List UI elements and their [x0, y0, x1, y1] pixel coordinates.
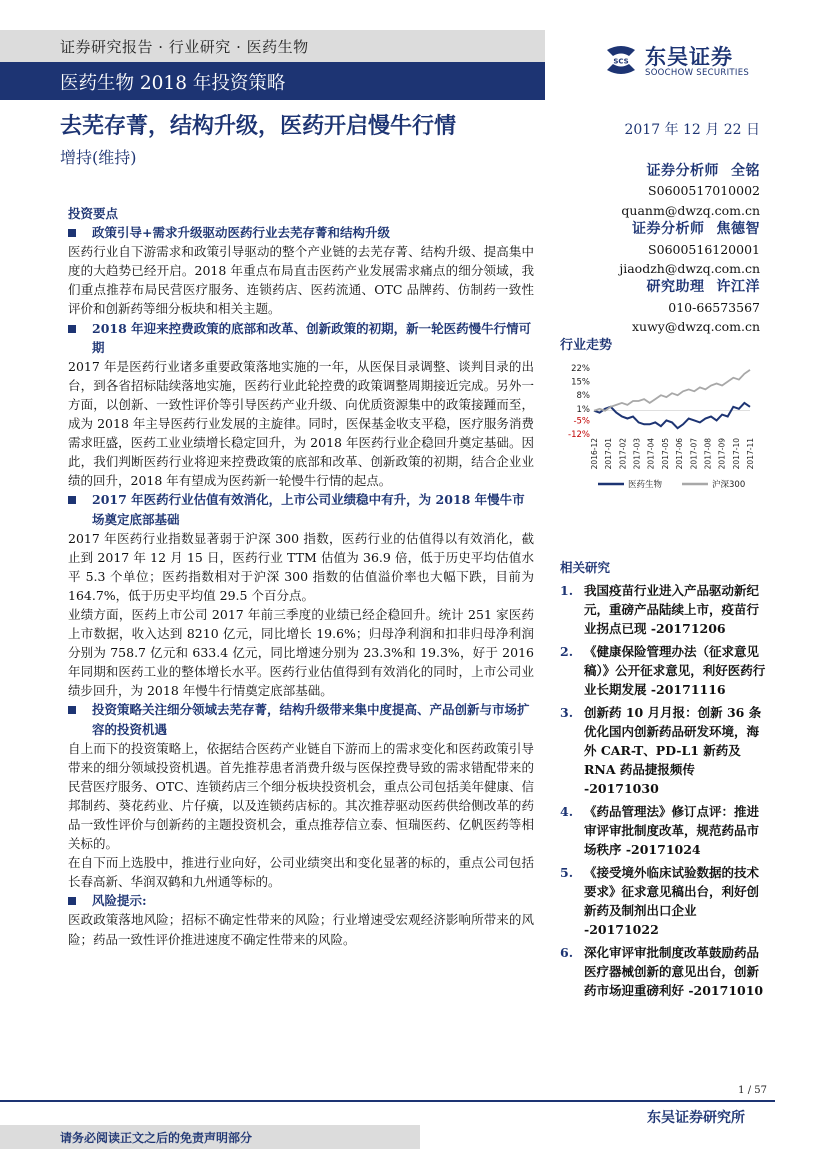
- key-point-paragraph: 在自下而上选股中，推进行业向好，公司业绩突出和变化显著的标的，重点公司包括长春高新、华润双鹤和九州通等标的。: [68, 855, 534, 890]
- disclaimer-text[interactable]: 请务必阅读正文之后的免责声明部分: [60, 1131, 253, 1145]
- x-tick-label: 2017-09: [717, 438, 727, 470]
- key-point-paragraph: 2017 年是医药行业诸多重要政策落地实施的一年，从医保目录调整、谈判目录的出台，到各省招标陆续落地实施，医药行业此轮控费的政策调整周期接近完成。另外一方面，以创新、一致性评价等引导医药产业升级、向优质资源集中的政策接踵而至，成为 2018 年主导医药行业发展的主旋律。同时，医保基金收支平稳，医疗服务消费需求旺盛，医药工业业绩增长稳定回升，为 2018 年医药行业企稳回升奠定基础。因此，我们判断医药行业将迎来控费政策的底部和改革、创新政策的初期，结合企业业绩的回升，2018 年有望成为医药新一轮慢牛行情的起点。: [68, 358, 534, 489]
- report-title: 去芜存菁，结构升级，医药开启慢牛行情: [60, 113, 457, 139]
- y-tick-label: -5%: [573, 416, 590, 427]
- related-research-item[interactable]: [560, 703, 770, 798]
- header-breadcrumb-bar: [0, 30, 545, 62]
- bullet-square-icon: [68, 325, 76, 333]
- key-point-bullet: 2018 年迎来控费政策的底部和改革、创新政策的初期，新一轮医药慢牛行情可期: [68, 319, 534, 357]
- related-research-item[interactable]: [560, 943, 770, 1000]
- related-research-text: 《接受境外临床试验数据的技术要求》征求意见稿出台，利好创新药及制剂出口企业 -20171022: [584, 865, 760, 937]
- key-point-paragraph: 医药行业自下游需求和政策引导驱动的整个产业链的去芜存菁、结构升级、提高集中度的大趋势已经开启。2018 年重点布局直击医药产业发展需求痛点的细分领域，我们重点推荐布局民营医疗服务、连锁药店、医药流通、OTC 品牌药、仿制药一致性评价和创新药等细分板块和相关主题。: [68, 244, 534, 317]
- report-rating: 增持(维持): [60, 148, 137, 167]
- analyst-role: 证券分析师: [632, 221, 705, 238]
- analyst-name: 全铭: [731, 163, 760, 179]
- related-research-item[interactable]: [560, 642, 770, 699]
- footer-divider: [0, 1100, 775, 1102]
- y-tick-label: 1%: [576, 404, 590, 415]
- company-logo: [603, 40, 778, 85]
- related-research-num: 4.: [560, 804, 574, 819]
- scs-logo-icon: [603, 42, 639, 78]
- page-number: 1 / 57: [738, 1085, 767, 1096]
- related-research-label: 相关研究: [560, 560, 611, 575]
- header-breadcrumb: 证券研究报告 · 行业研究 · 医药生物: [60, 38, 309, 56]
- related-research-num: 6.: [560, 945, 574, 960]
- related-research-text: 创新药 10 月月报：创新 36 条优化国内创新药品研发环境，海外 CAR-T、PD-L1 新药及 RNA 药品捷报频传 -20171030: [584, 705, 762, 796]
- analyst-email[interactable]: quanm@dwzq.com.cn: [621, 202, 760, 218]
- related-research-num: 1.: [560, 583, 574, 598]
- key-point-paragraph: 业绩方面，医药上市公司 2017 年前三季度的业绩已经企稳回升。统计 251 家医药上市数据，收入达到 8210 亿元，同比增长 19.6%；归母净利润和扣非归母净利润分别为 758.7 亿元和 633.4 亿元，同比增速分别为 23.3%和 19.3%，好于 2016 年同期和医药工业的整体增长水平。医药行业估值得到有效消化的同时，上市公司业绩步回升，为 2018 年慢牛行情奠定底部基础。: [68, 606, 534, 699]
- related-research-item[interactable]: [560, 863, 770, 939]
- bullet-square-icon: [68, 706, 76, 714]
- related-research-list: [560, 581, 770, 1000]
- logo-en: SOOCHOW SECURITIES: [645, 68, 750, 78]
- analyst-block: [560, 278, 760, 336]
- key-point-bullet: 投资策略关注细分领域去芜存菁，结构升级带来集中度提高、产品创新与市场扩容的投资机遇: [68, 700, 534, 738]
- x-tick-label: 2017-07: [689, 438, 699, 470]
- related-research: [560, 558, 770, 1004]
- x-tick-label: 2017-05: [660, 438, 670, 470]
- y-tick-label: 22%: [571, 364, 590, 374]
- x-tick-label: 2017-01: [604, 438, 614, 470]
- disclaimer-bar: [0, 1125, 420, 1149]
- x-tick-label: 2017-06: [675, 438, 685, 470]
- industry-trend-label: 行业走势: [560, 338, 613, 353]
- y-tick-label: 15%: [571, 377, 590, 388]
- analyst-email[interactable]: xuwy@dwzq.com.cn: [631, 319, 760, 335]
- report-date: 2017 年 12 月 22 日: [624, 122, 760, 138]
- y-tick-label: -12%: [568, 430, 590, 440]
- analyst-id: S0600516120001: [648, 241, 760, 257]
- related-research-item[interactable]: [560, 802, 770, 859]
- analyst-phone: 010-66573567: [668, 299, 760, 315]
- legend-label: 沪深300: [712, 480, 746, 490]
- svg-text:SCS: SCS: [613, 57, 629, 66]
- analyst-block: [560, 220, 760, 278]
- key-points: [68, 204, 534, 949]
- analyst-role: 证券分析师: [646, 163, 719, 179]
- bullet-square-icon: [68, 897, 76, 905]
- analyst-role: 研究助理: [646, 279, 705, 296]
- series-line-csi300: [594, 370, 750, 411]
- x-tick-label: 2017-10: [731, 438, 741, 470]
- logo-cn: 东吴证券: [645, 45, 733, 69]
- x-tick-label: 2017-08: [703, 438, 713, 470]
- x-tick-label: 2017-02: [618, 438, 628, 470]
- legend-label: 医药生物: [628, 480, 663, 490]
- related-research-item[interactable]: [560, 581, 770, 638]
- key-point-bullet: 2017 年医药行业估值有效消化，上市公司业绩稳中有升，为 2018 年慢牛市场奠定底部基础: [68, 490, 534, 528]
- risk-warning-paragraph: 医政政策落地风险；招标不确定性带来的风险；行业增速受宏观经济影响所带来的风险；药品一致性评价推进速度不确定性带来的风险。: [68, 912, 534, 947]
- related-research-text: 《药品管理法》修订点评：推进审评审批制度改革，规范药品市场秩序 -20171024: [584, 804, 760, 857]
- analyst-name: 许江洋: [716, 279, 760, 296]
- analyst-name: 焦德智: [716, 221, 760, 238]
- risk-warning-bullet: 风险提示:: [68, 891, 534, 910]
- related-research-num: 3.: [560, 705, 574, 720]
- x-tick-label: 2017-11: [746, 438, 755, 470]
- header-series-bar: [0, 62, 545, 100]
- analyst-email[interactable]: jiaodzh@dwzq.com.cn: [619, 261, 760, 277]
- related-research-num: 2.: [560, 644, 574, 659]
- related-research-text: 我国疫苗行业进入产品驱动新纪元，重磅产品陆续上市，疫苗行业拐点已现 -20171206: [584, 583, 760, 636]
- x-tick-label: 2017-03: [632, 438, 642, 470]
- bullet-square-icon: [68, 229, 76, 237]
- related-research-text: 《健康保险管理办法（征求意见稿）》公开征求意见，利好医药行业长期发展 -20171116: [584, 644, 766, 697]
- report-series-title: 医药生物 2018 年投资策略: [60, 73, 286, 94]
- key-point-bullet: 政策引导+需求升级驱动医药行业去芜存菁和结构升级: [68, 223, 534, 242]
- analyst-list: [560, 162, 760, 337]
- series-line-pharma: [594, 403, 750, 428]
- footer-institute: 东吴证券研究所: [647, 1110, 745, 1126]
- x-tick-label: 2016-12: [590, 438, 599, 470]
- related-research-text: 深化审评审批制度改革鼓励药品医疗器械创新的意见出台，创新药市场迎重磅利好 -20171010: [584, 945, 764, 998]
- analyst-id: S0600517010002: [648, 183, 760, 199]
- industry-trend-chart: [560, 356, 760, 496]
- x-tick-label: 2017-04: [646, 438, 656, 470]
- y-tick-label: 8%: [576, 391, 590, 402]
- bullet-square-icon: [68, 496, 76, 504]
- related-research-num: 5.: [560, 865, 574, 880]
- analyst-block: [560, 162, 760, 220]
- key-point-paragraph: 2017 年医药行业指数显著弱于沪深 300 指数，医药行业的估值得以有效消化，截止到 2017 年 12 月 15 日，医药行业 TTM 估值为 36.9 倍，低于历史平均估值水平 5.3 个单位；医药指数相对于沪深 300 指数的估值溢价率也大幅下跌，目前为 164.7%，低于历史平均值 29.5 个百分点。: [68, 530, 534, 603]
- key-points-heading: 投资要点: [68, 206, 119, 221]
- key-point-paragraph: 自上而下的投资策略上，依据结合医药产业链自下游而上的需求变化和医药政策引导带来的细分领域投资机遇。首先推荐患者消费升级与医保控费导致的需求错配带来的民营医疗服务、OTC、连锁药店三个细分板块投资机会，重点公司包括美年健康、信邦制药、葵花药业、片仔癀，以及连锁药店标的。其次推荐驱动医药供给侧改革的药品一致性评价与创新药的主题投资机会，重点推荐信立泰、恒瑞医药、亿帆医药等相关标的。: [68, 740, 534, 852]
